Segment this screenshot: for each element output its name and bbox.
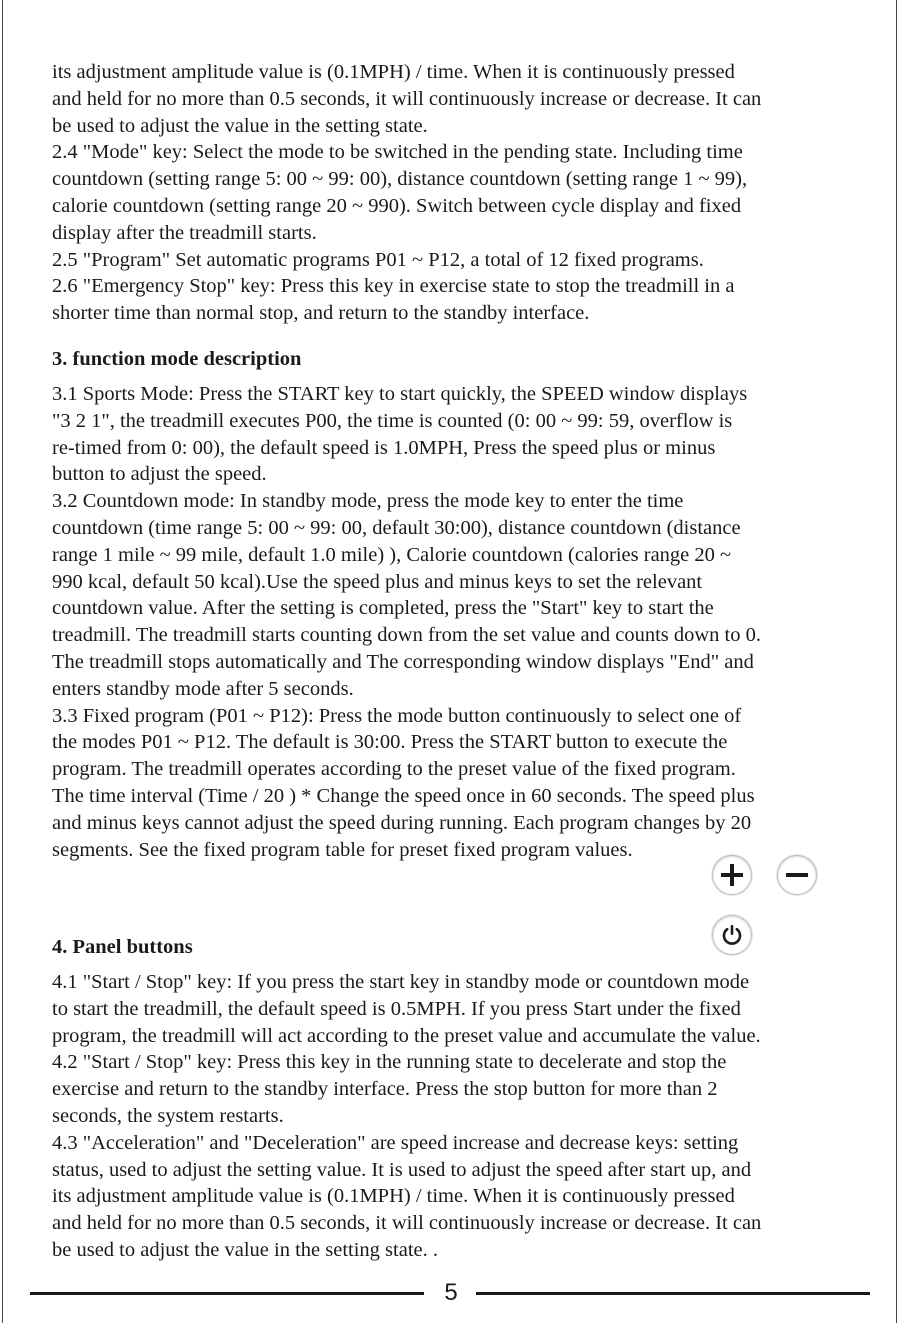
text-line: to start the treadmill, the default speed is 0.5MPH. If you press Start under the fixed <box>52 997 741 1020</box>
section-function-mode-body <box>52 381 842 863</box>
text-line: 4.3 "Acceleration" and "Deceleration" are speed increase and decrease keys: setting <box>52 1131 739 1154</box>
text-line: treadmill. The treadmill starts counting down from the set value and counts down to 0. <box>52 624 762 647</box>
text-line: seconds, the system restarts. <box>52 1104 284 1127</box>
page-border-left <box>2 0 3 1323</box>
text-line: status, used to adjust the setting value. It is used to adjust the speed after start up, and <box>52 1158 752 1181</box>
text-line: re-timed from 0: 00), the default speed is 1.0MPH, Press the speed plus or minus <box>52 436 716 459</box>
text-line: 4.2 "Start / Stop" key: Press this key in the running state to decelerate and stop the <box>52 1051 727 1074</box>
text-line: 3.3 Fixed program (P01 ~ P12): Press the mode button continuously to select one of <box>52 704 742 727</box>
text-line: display after the treadmill starts. <box>52 221 317 244</box>
text-line: The treadmill stops automatically and The corresponding window displays "End" and <box>52 650 754 673</box>
text-line: button to adjust the speed. <box>52 463 267 486</box>
text-line: segments. See the fixed program table for preset fixed program values. <box>52 838 633 861</box>
page-border-right <box>896 0 897 1323</box>
section-panel-buttons <box>52 934 842 960</box>
footer-rule-right <box>476 1292 870 1295</box>
section-function-mode <box>52 346 842 372</box>
text-line: exercise and return to the standby interface. Press the stop button for more than 2 <box>52 1078 718 1101</box>
text-line: countdown (time range 5: 00 ~ 99: 00, default 30:00), distance countdown (distance <box>52 516 741 539</box>
text-line: 2.6 "Emergency Stop" key: Press this key in exercise state to stop the treadmill in a <box>52 275 735 298</box>
text-line: 990 kcal, default 50 kcal).Use the speed plus and minus keys to set the relevant <box>52 570 703 593</box>
text-line: countdown (setting range 5: 00 ~ 99: 00), distance countdown (setting range 1 ~ 99), <box>52 168 748 191</box>
section-heading: 4. Panel buttons <box>52 936 193 958</box>
text-line: countdown value. After the setting is completed, press the "Start" key to start the <box>52 597 714 620</box>
text-line: 2.5 "Program" Set automatic programs P01 ~ P12, a total of 12 fixed programs. <box>52 248 704 271</box>
text-line: and held for no more than 0.5 seconds, it will continuously increase or decrease. It can <box>52 1212 762 1235</box>
text-line: be used to adjust the value in the setting state. <box>52 114 428 137</box>
text-line: 3.1 Sports Mode: Press the START key to start quickly, the SPEED window displays <box>52 383 748 405</box>
text-line: program. The treadmill operates according to the preset value of the fixed program. <box>52 758 736 781</box>
text-line: 2.4 "Mode" key: Select the mode to be switched in the pending state. Including time <box>52 141 743 164</box>
intro-paragraphs <box>52 59 842 327</box>
text-line: be used to adjust the value in the setting state. . <box>52 1238 438 1261</box>
text-line: program, the treadmill will act according to the preset value and accumulate the value. <box>52 1024 761 1047</box>
text-line: enters standby mode after 5 seconds. <box>52 677 354 700</box>
text-line: range 1 mile ~ 99 mile, default 1.0 mile) ), Calorie countdown (calories range 20 ~ <box>52 543 732 566</box>
text-line: and held for no more than 0.5 seconds, it will continuously increase or decrease. It can <box>52 87 762 110</box>
text-line: calorie countdown (setting range 20 ~ 990). Switch between cycle display and fixed <box>52 194 742 217</box>
text-line: its adjustment amplitude value is (0.1MPH) / time. When it is continuously pressed <box>52 1185 735 1208</box>
minus-icon <box>777 855 817 895</box>
text-line: and minus keys cannot adjust the speed during running. Each program changes by 20 <box>52 811 752 834</box>
section-heading: 3. function mode description <box>52 348 302 370</box>
text-line: 4.1 "Start / Stop" key: If you press the start key in standby mode or countdown mode <box>52 971 750 993</box>
footer-rule-left <box>30 1292 424 1295</box>
text-line: its adjustment amplitude value is (0.1MPH) / time. When it is continuously pressed <box>52 61 735 83</box>
plus-icon <box>712 855 752 895</box>
text-line: "3 2 1", the treadmill executes P00, the time is counted (0: 00 ~ 99: 59, overflow is <box>52 409 733 432</box>
text-line: the modes P01 ~ P12. The default is 30:00. Press the START button to execute the <box>52 731 728 754</box>
text-line: The time interval (Time / 20 ) * Change the speed once in 60 seconds. The speed plus <box>52 784 755 807</box>
text-line: shorter time than normal stop, and return to the standby interface. <box>52 302 590 325</box>
text-line: 3.2 Countdown mode: In standby mode, press the mode key to enter the time <box>52 490 684 513</box>
section-panel-buttons-body <box>52 969 842 1264</box>
page-number: 5 <box>444 1279 458 1306</box>
